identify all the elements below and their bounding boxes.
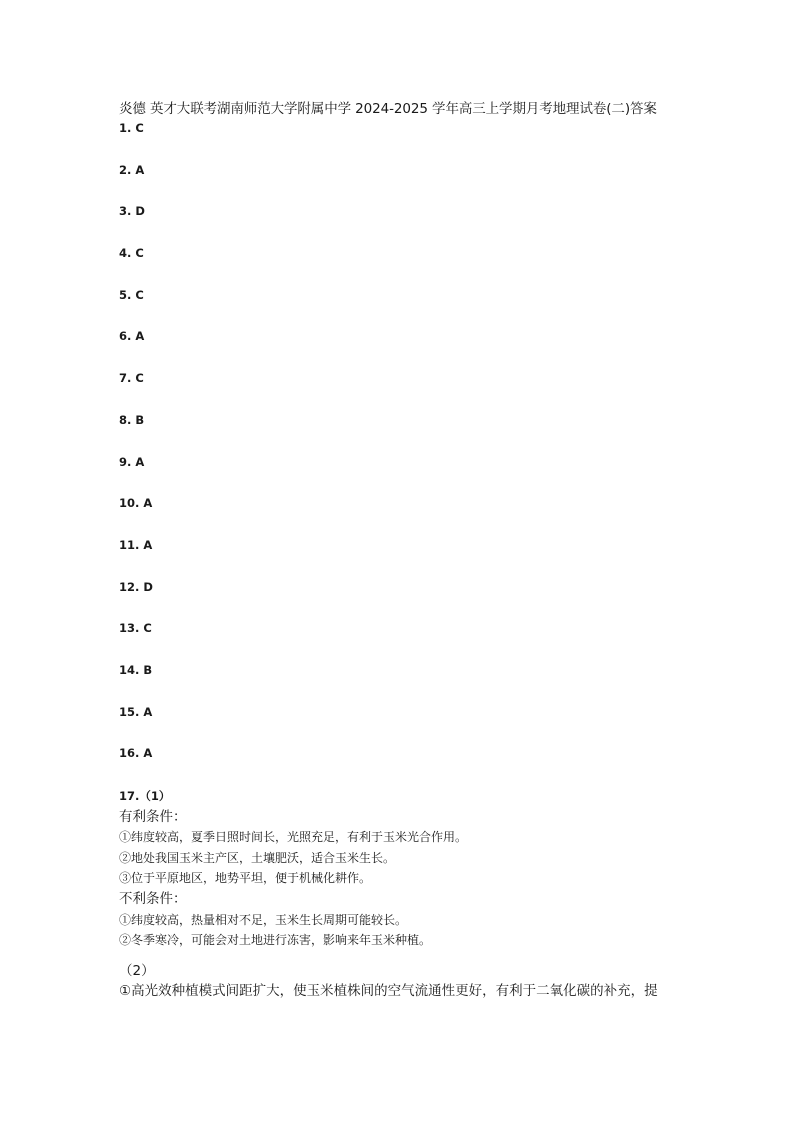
answer-item: 1. C [119, 121, 144, 135]
unfavorable-item: ②冬季寒冷，可能会对土地进行冻害，影响来年玉米种植。 [119, 933, 432, 948]
spacer [119, 951, 658, 961]
question-17-part2-label: （2） [119, 962, 155, 979]
favorable-heading: 有利条件： [119, 808, 187, 825]
document-title: 炎德 英才大联考湖南师范大学附属中学 2024-2025 学年高三上学期月考地理试卷(二)答案 [119, 101, 657, 117]
answer-list [119, 120, 153, 787]
part2-item: ①高光效种植模式间距扩大，使玉米植株间的空气流通性更好，有利于二氧化碳的补充，提 [119, 983, 658, 1000]
answer-item: 15. A [119, 704, 153, 719]
question-17-answer [119, 786, 658, 1002]
answer-item: 3. D [119, 204, 145, 219]
answer-item: 7. C [119, 371, 144, 386]
answer-item: 4. C [119, 246, 144, 261]
answer-item: 14. B [119, 662, 153, 677]
favorable-item: ①纬度较高，夏季日照时间长，光照充足，有利于玉米光合作用。 [119, 830, 468, 845]
answer-item: 13. C [119, 621, 152, 636]
answer-item: 16. A [119, 746, 153, 761]
answer-item: 2. A [119, 162, 145, 177]
answer-item: 11. A [119, 537, 153, 552]
favorable-item: ③位于平原地区，地势平坦，便于机械化耕作。 [119, 871, 372, 886]
answer-item: 12. D [119, 579, 153, 594]
question-17-part1-label: 17.（1） [119, 789, 171, 803]
answer-item: 6. A [119, 329, 145, 344]
unfavorable-item: ①纬度较高，热量相对不足，玉米生长周期可能较长。 [119, 912, 408, 927]
answer-item: 10. A [119, 496, 153, 511]
unfavorable-heading: 不利条件： [119, 890, 187, 907]
answer-item: 9. A [119, 454, 145, 469]
favorable-item: ②地处我国玉米主产区，土壤肥沃，适合玉米生长。 [119, 850, 396, 865]
answer-item: 8. B [119, 412, 145, 427]
answer-item: 5. C [119, 287, 144, 302]
